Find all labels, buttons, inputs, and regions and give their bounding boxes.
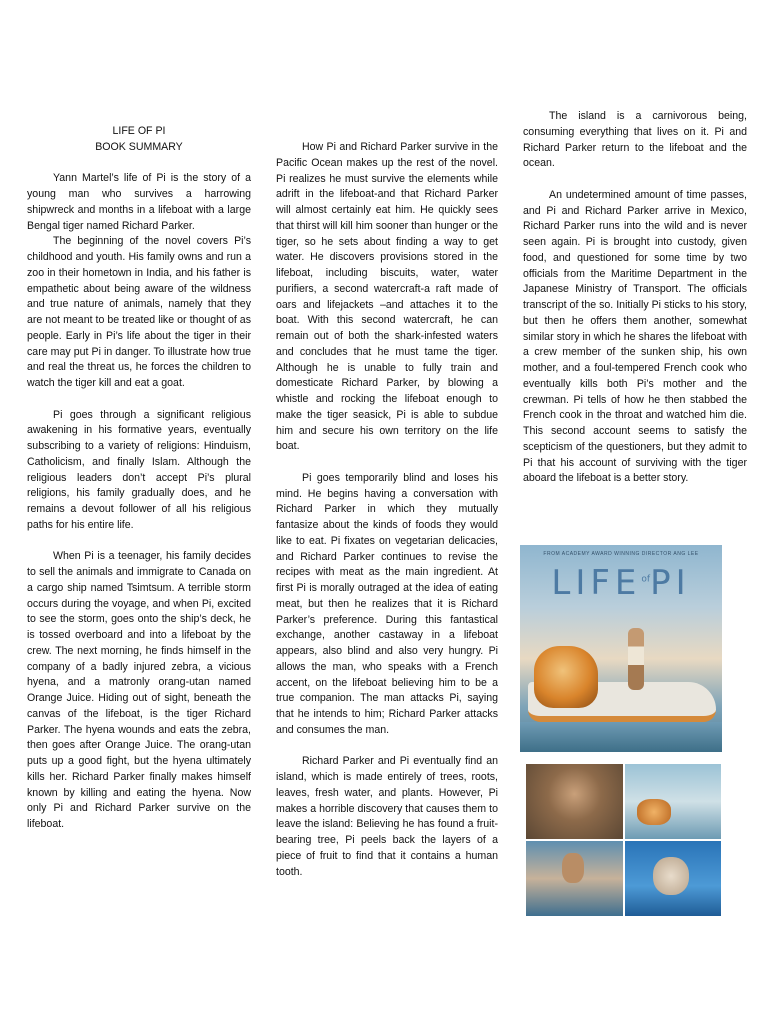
logo-word-life: LIFE [551,563,642,603]
logo-word-of: of [641,574,651,585]
paragraph: The beginning of the novel covers Pi’s childhood and youth. His family owns and run a zoo in their hometown in India, and his father is empathetic about being aware of the wildness and true nature of animals, namely that they are not meant to be treated like or thought of as people. Early in Pi’s life about the tiger in their care may put Pi in danger. To illustrate how true and real the threat us, he forces the children to watch the tiger kill and eat a goat. [27,235,251,389]
paragraph: Pi goes temporarily blind and loses his mind. He begins having a conversation with Richard Parker in which they mutually fantasize about the kinds of foods they would like to eat. Pi fixates on vegetarian delicacies, and Richard Parker continues to revise the recipes with meat as the main ingredient. At first Pi is morally outraged at the idea of eating meat, but then he realizes that it is Richard Parker’s preference. During this fantastical exchange, another castaway in a lifeboat appears, also blind and also very hungry. Pi allows the man, who speaks with a French accent, on the lifeboat believing him to be a true companion. The man attacks Pi, saying that he intends to him; Richard Parker attacks and consumes the man. [276,471,498,736]
poster-tagline: FROM ACADEMY AWARD WINNING DIRECTOR ANG LEE [543,551,699,557]
paragraph: Richard Parker and Pi eventually find an island, which is made entirely of trees, roots, leaves, fresh water, and plants. However, Pi makes a horrible discovery that causes them to leave the island: Believing he has found a fruit-bearing tree, Pi peels back the layers of a piece of fruit to find that it contains a human tooth. [276,755,498,878]
doc-title: LIFE OF PI [112,125,166,137]
still-image [625,841,722,916]
column-1 [27,124,251,833]
paragraph: Yann Martel’s life of Pi is the story of a young man who survives a harrowing shipwreck and months in a lifeboat with a large Bengal tiger named Richard Parker. [27,172,251,232]
movie-stills-collage [526,764,721,916]
paragraph: How Pi and Richard Parker survive in the Pacific Ocean makes up the rest of the novel. Pi realizes he must survive the elements while adrift in the lifeboat-and that Richard Parker will almost certainly eat him. He quickly sees that thirst will kill him sooner than hunger or the tiger, so he sets about finding a way to get water. He discovers provisions stored in the lifeboat, including biscuits, water, water purifiers, a second watercraft-a raft made of oars and lifejackets –and attaches it to the boat. With this second watercraft, he can remain out of both the shark-infested waters and concludes that he must tame the tiger. Although he is unable to fully train and domesticate Richard Parker, by blowing a whistle and rocking the lifeboat enough to make the tiger seasick, Pi is able to subdue him and secure his own territory on the life boat. [276,141,498,453]
tiger-graphic [534,646,598,708]
movie-poster-image [520,545,722,752]
still-image [526,764,623,839]
paragraph: Pi goes through a significant religious awakening in his formative years, eventually subscribing to a variety of religions: Hinduism, Catholicism, and finally Islam. Although the religious leaders don’t accept Pi’s plural religions, his family gradually does, and he remains a devout follower of all his religious paths for his entire life. [27,408,251,531]
still-image [625,764,722,839]
logo-word-pi: PI [650,563,691,603]
still-image [526,841,623,916]
column-3 [523,109,747,487]
paragraph: The island is a carnivorous being, consuming everything that lives on it. Pi and Richard Parker return to the lifeboat and the ocean. [523,110,747,170]
column-2 [276,140,498,880]
pi-figure-graphic [628,628,644,690]
doc-subtitle: BOOK SUMMARY [95,140,183,153]
sea-graphic [520,722,722,752]
paragraph: When Pi is a teenager, his family decides to sell the animals and immigrate to Canada on a cargo ship named Tsimtsum. A terrible storm occurs during the voyage, and when Pi, excited to see the storm, goes onto the ship’s deck, he is tossed overboard and into a lifeboat by the crew. The next morning, he finds himself in the company of a badly injured zebra, a vicious hyena, and a matronly orang-utan named Orange Juice. Hiding out of sight, beneath the canvas of the lifeboat, is the tiger Richard Parker. The hyena wounds and eats the zebra, then goes after Orange Juice. The orang-utan puts up a good fight, but the hyena ultimately kills her. Richard Parker finally makes himself known by killing and eating the hyena. Now only Pi and Richard Parker survive on the lifeboat. [27,550,251,830]
paragraph: An undetermined amount of time passes, and Pi and Richard Parker arrive in Mexico, Richard Parker runs into the wild and is never seen again. Pi is brought into custody, given food, and questioned for some time by two officials from the Maritime Department in the Japanese Ministry of Transport. The officials transcript of the so. Initially Pi sticks to his story, but then he offers them another, somewhat similar story in which he shares the lifeboat with a crew member of the sunken ship, his own mother, and a foul-tempered French cook who eventually kills both Pi’s mother and the crewman. Pi tells of how he then stabbed the French cook in the throat and watched him die. This second account seems to satisfy the scepticism of the questioners, but they admit to Pi that his account of surviving with the tiger aboard the lifeboat is a better story. [523,188,747,485]
poster-logo [520,563,722,603]
